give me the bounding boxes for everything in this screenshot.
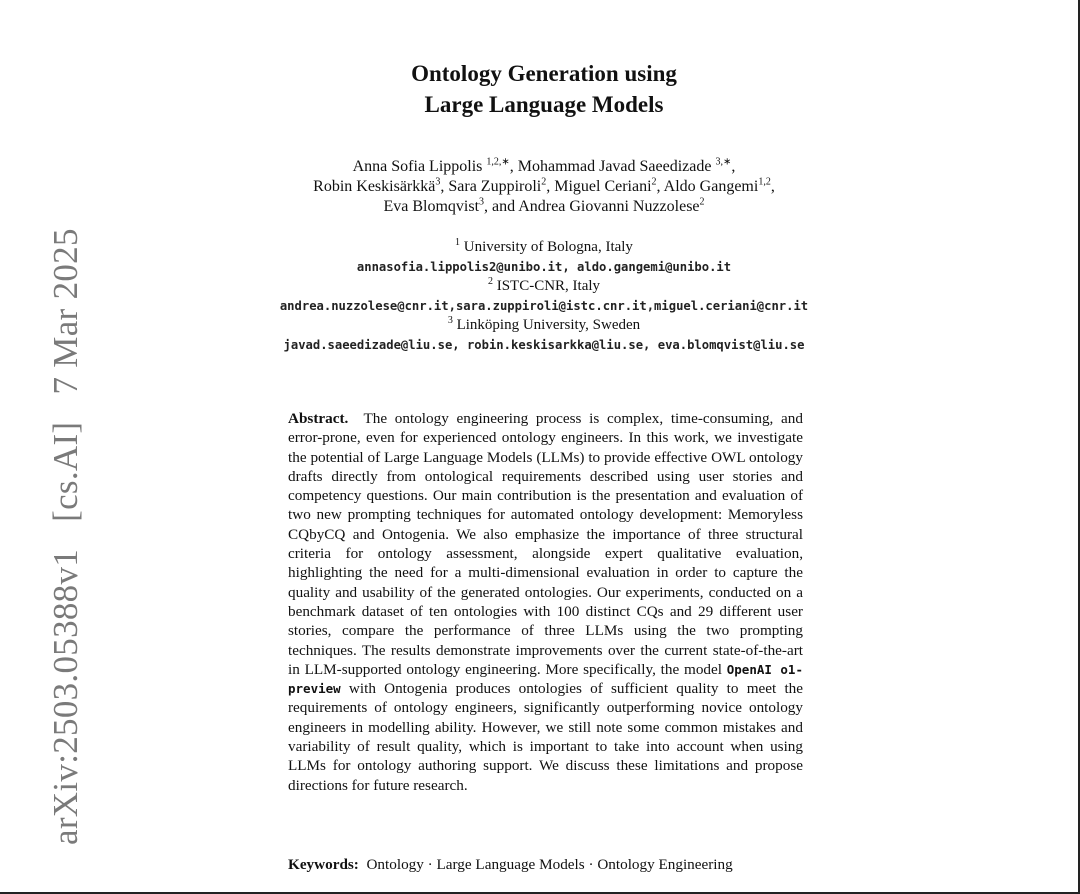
title-line-1: Ontology Generation using bbox=[411, 61, 677, 86]
affiliation: $^3$ Linköping University, Sweden bbox=[447, 315, 641, 334]
author-affil-marker: 2 bbox=[651, 176, 657, 188]
author-name: Robin Keskisärkkä bbox=[313, 178, 436, 195]
author-name: Miguel Ceriani bbox=[554, 178, 652, 195]
author-name: Mohammad Javad Saeedizade bbox=[517, 158, 712, 175]
author-line: Robin Keskisärkkä$^3$, Sara Zuppiroli$^2$, Miguel Ceriani$^2$, Aldo Gangemi$^{1,2}$, bbox=[313, 176, 775, 195]
author-affil-marker: 1,2 bbox=[758, 176, 771, 188]
author-line: Anna Sofia Lippolis $^{1,2,∗}$, Mohammad Javad Saeedizade $^{3,∗}$, bbox=[352, 156, 736, 175]
affiliation-emails[interactable]: andrea.nuzzolese@cnr.it,sara.zuppiroli@istc.cnr.it,miguel.ceriani@cnr.it bbox=[279, 298, 809, 313]
author-affil-marker: 3 bbox=[479, 196, 485, 208]
author-affil-marker: 2 bbox=[699, 196, 705, 208]
affiliation: $^2$ ISTC-CNR, Italy bbox=[487, 276, 601, 295]
affiliation-list bbox=[0, 238, 1080, 356]
abstract bbox=[288, 409, 803, 795]
author-affil-marker: 2 bbox=[541, 176, 547, 188]
author-name: Anna Sofia Lippolis bbox=[352, 158, 483, 175]
abstract-label: Abstract. bbox=[288, 410, 349, 427]
abstract-text: The ontology engineering process is complex, time-consuming, and error-prone, even for experienced ontology engineers. In this work, we investigate the potential of Large Language Models (LLMs) to provide effective OWL ontology drafts directly from ontological requirements described using user stories and competency questions. Our main contribution is the presentation and evaluation of two new prompting techniques for automated ontology development: Memoryless CQbyCQ and Ontogenia. We also emphasize the importance of three structural criteria for ontology assessment, alongside expert qualitative evaluation, highlighting the need for a multi-dimensional evaluation in order to capture the quality and usability of the generated ontologies. Our experiments, conducted on a benchmark dataset of ten ontologies with 100 distinct CQs and 29 different user stories, compare the performance of three LLMs using the two prompting techniques. The results demonstrate improvements over the current state-of-the-art in LLM-supported ontology engineering. More specifically, the model bbox=[288, 410, 803, 678]
author-affil-marker: 1,2,∗ bbox=[486, 156, 510, 168]
title-line-2: Large Language Models bbox=[424, 92, 664, 117]
keywords-text: Ontology · Large Language Models · Ontology Engineering bbox=[366, 856, 733, 873]
keywords-label: Keywords: bbox=[288, 856, 359, 873]
arxiv-category: [cs.AI] bbox=[46, 421, 85, 522]
author-name: Eva Blomqvist bbox=[383, 198, 480, 215]
author-affil-marker: 3 bbox=[435, 176, 441, 188]
abstract-text-continued: with Ontogenia produces ontologies of sufficient quality to meet the requirements of ontology engineers, significantly outperforming novice ontology engineers in modelling ability. However, we still note some common mistakes and variability of result quality, which is important to take into account when using LLMs for ontology authoring support. We discuss these limitations and propose directions for future research. bbox=[288, 680, 803, 794]
arxiv-id: arXiv:2503.05388v1 bbox=[46, 548, 85, 845]
arxiv-date: 7 Mar 2025 bbox=[46, 228, 85, 395]
author-line: Eva Blomqvist$^3$, and Andrea Giovanni Nuzzolese$^2$ bbox=[383, 196, 705, 215]
author-name: Aldo Gangemi bbox=[663, 178, 759, 195]
affiliation-emails[interactable]: annasofia.lippolis2@unibo.it, aldo.gangemi@unibo.it bbox=[356, 259, 732, 274]
author-name: Andrea Giovanni Nuzzolese bbox=[518, 198, 700, 215]
author-affil-marker: 3,∗ bbox=[715, 156, 732, 168]
keywords bbox=[288, 855, 808, 875]
paper-title bbox=[0, 58, 1080, 120]
author-name: Sara Zuppiroli bbox=[448, 178, 542, 195]
affiliation: $^1$ University of Bologna, Italy bbox=[455, 237, 633, 255]
model-name-code: OpenAI o1-preview bbox=[288, 661, 803, 697]
author-list bbox=[0, 157, 1080, 217]
affiliation-emails[interactable]: javad.saeedizade@liu.se, robin.keskisarkka@liu.se, eva.blomqvist@liu.se bbox=[283, 337, 805, 352]
